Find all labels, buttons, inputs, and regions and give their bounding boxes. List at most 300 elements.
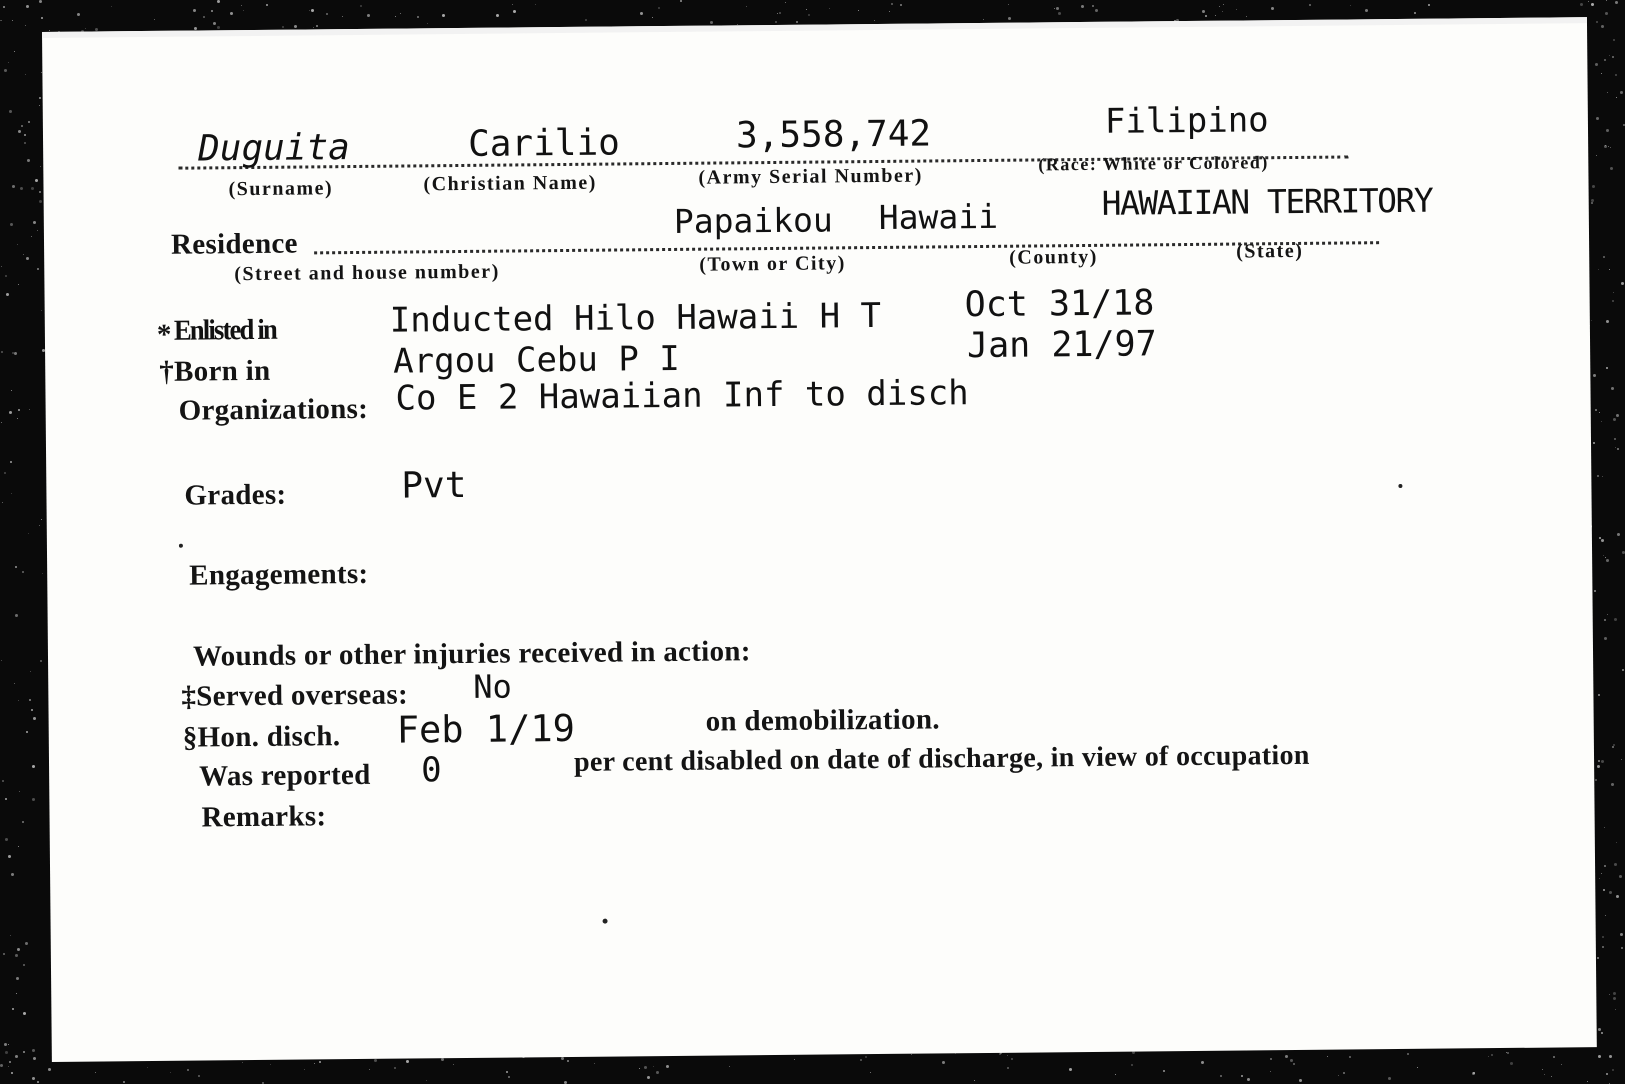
scan-noise-speck bbox=[18, 846, 19, 847]
scan-noise-speck bbox=[28, 533, 29, 534]
scan-noise-speck bbox=[829, 8, 830, 9]
scan-noise-speck bbox=[652, 17, 653, 18]
scan-noise-speck bbox=[1604, 827, 1605, 828]
scan-noise-speck bbox=[1008, 17, 1011, 20]
wounds-label: Wounds or other injuries received in action: bbox=[192, 635, 751, 673]
scan-noise-speck bbox=[18, 130, 21, 133]
scan-noise-speck bbox=[513, 10, 516, 13]
scan-noise-speck bbox=[808, 14, 810, 16]
scan-noise-speck bbox=[1388, 1077, 1391, 1080]
scan-noise-speck bbox=[1620, 933, 1623, 936]
town-value: Papaikou bbox=[673, 200, 833, 241]
scan-noise-speck bbox=[31, 236, 32, 237]
scan-noise-speck bbox=[1602, 476, 1603, 477]
christian-name-caption: (Christian Name) bbox=[423, 171, 598, 196]
scan-noise-speck bbox=[360, 5, 362, 7]
scan-noise-speck bbox=[1, 20, 2, 21]
scan-noise-speck bbox=[311, 9, 314, 12]
scan-noise-speck bbox=[1611, 783, 1614, 786]
scan-noise-speck bbox=[911, 1054, 912, 1055]
scan-noise-speck bbox=[1610, 167, 1613, 170]
scan-noise-speck bbox=[1327, 1056, 1328, 1057]
scan-noise-speck bbox=[37, 230, 38, 231]
scan-noise-speck bbox=[442, 14, 445, 17]
scan-noise-speck bbox=[1597, 475, 1599, 477]
scan-noise-speck bbox=[77, 13, 80, 16]
scan-noise-speck bbox=[20, 187, 23, 190]
scan-noise-speck bbox=[1596, 155, 1597, 156]
scan-noise-speck bbox=[644, 1066, 647, 1069]
scan-noise-speck bbox=[865, 1056, 867, 1058]
scan-noise-speck bbox=[1222, 11, 1223, 12]
scan-noise-speck bbox=[15, 954, 18, 957]
scan-noise-speck bbox=[25, 942, 28, 945]
born-label: †Born in bbox=[159, 354, 271, 388]
scan-noise-speck bbox=[1290, 1059, 1293, 1062]
scan-noise-speck bbox=[1603, 555, 1604, 556]
scan-noise-speck bbox=[1131, 1064, 1133, 1066]
scan-noise-speck bbox=[198, 1075, 200, 1077]
scan-noise-speck bbox=[1597, 957, 1599, 959]
scan-noise-speck bbox=[400, 13, 401, 14]
scan-noise-speck bbox=[309, 10, 310, 11]
scan-noise-speck bbox=[806, 9, 807, 10]
scan-noise-speck bbox=[1606, 1073, 1608, 1075]
scan-noise-speck bbox=[23, 964, 25, 966]
grades-label: Grades: bbox=[184, 478, 287, 512]
scan-noise-speck bbox=[1617, 533, 1620, 536]
scan-noise-speck bbox=[1011, 1058, 1013, 1060]
scan-noise-speck bbox=[1596, 21, 1598, 23]
scan-noise-speck bbox=[17, 244, 18, 245]
scan-noise-speck bbox=[1580, 3, 1583, 6]
scan-noise-speck bbox=[39, 525, 40, 526]
scan-noise-speck bbox=[33, 221, 36, 224]
scan-noise-speck bbox=[1601, 73, 1602, 74]
scan-noise-speck bbox=[1616, 97, 1617, 98]
scan-noise-speck bbox=[1609, 891, 1612, 894]
scan-noise-speck bbox=[17, 418, 18, 419]
scan-noise-speck bbox=[3, 953, 5, 955]
scan-noise-speck bbox=[1591, 199, 1594, 202]
scan-noise-speck bbox=[640, 12, 643, 15]
percent-disabled-value: 0 bbox=[420, 750, 442, 791]
scan-noise-speck bbox=[18, 700, 19, 701]
scan-noise-speck bbox=[123, 1081, 125, 1083]
scan-noise-speck bbox=[900, 4, 902, 6]
scan-noise-speck bbox=[1595, 409, 1597, 411]
scan-noise-speck bbox=[1058, 12, 1061, 15]
scan-noise-speck bbox=[942, 1061, 945, 1064]
scan-noise-speck bbox=[1613, 292, 1614, 293]
scan-noise-speck bbox=[154, 19, 155, 20]
scan-noise-speck bbox=[39, 0, 42, 3]
surname-caption: (Surname) bbox=[228, 177, 334, 201]
hon-disch-date: Feb 1/19 bbox=[396, 706, 576, 752]
entered-label: Enlisted in bbox=[173, 313, 277, 347]
scan-noise-speck bbox=[1, 266, 2, 267]
scan-noise-speck bbox=[11, 493, 12, 494]
scan-noise-speck bbox=[508, 1076, 510, 1078]
scan-noise-speck bbox=[1551, 1076, 1552, 1077]
scan-noise-speck bbox=[27, 159, 30, 162]
scan-noise-speck bbox=[48, 1068, 51, 1071]
scan-noise-speck bbox=[1594, 590, 1596, 592]
scan-noise-speck bbox=[1604, 637, 1607, 640]
scan-noise-speck bbox=[1623, 124, 1625, 126]
scan-noise-speck bbox=[243, 10, 244, 11]
scan-noise-speck bbox=[1612, 1069, 1614, 1071]
scan-noise-speck bbox=[1542, 1069, 1543, 1070]
scan-noise-speck bbox=[1598, 694, 1600, 696]
on-demobilization-text: on demobilization. bbox=[705, 703, 940, 738]
scan-noise-speck bbox=[11, 873, 14, 876]
county-caption: (County) bbox=[1009, 245, 1098, 269]
scan-noise-speck bbox=[1588, 1, 1589, 2]
scan-noise-speck bbox=[5, 275, 7, 277]
scan-noise-speck bbox=[1553, 1056, 1555, 1058]
scan-noise-speck bbox=[1095, 9, 1098, 12]
scan-noise-speck bbox=[1, 660, 2, 661]
scan-noise-speck bbox=[230, 12, 233, 15]
scan-noise-speck bbox=[1054, 8, 1055, 9]
scan-noise-speck bbox=[213, 22, 216, 25]
scan-noise-speck bbox=[1, 422, 2, 423]
scan-noise-speck bbox=[1592, 185, 1595, 188]
scan-noise-speck bbox=[1241, 1075, 1243, 1077]
scan-noise-speck bbox=[1417, 1067, 1418, 1068]
scan-noise-speck bbox=[41, 17, 43, 19]
scan-noise-speck bbox=[666, 1065, 669, 1068]
scan-noise-speck bbox=[1607, 92, 1608, 93]
card-edge-top bbox=[42, 17, 1587, 38]
race-value: Filipino bbox=[1104, 100, 1269, 142]
scan-noise-speck bbox=[889, 11, 890, 12]
scan-noise-speck bbox=[1201, 1061, 1204, 1064]
scan-noise-speck bbox=[170, 1072, 171, 1073]
scan-noise-speck bbox=[37, 268, 39, 270]
scan-noise-speck bbox=[406, 1060, 409, 1063]
scan-noise-speck bbox=[874, 20, 875, 21]
scan-noise-speck bbox=[1609, 1055, 1612, 1058]
scan-noise-speck bbox=[653, 1066, 654, 1067]
scan-noise-speck bbox=[5, 838, 8, 841]
scan-noise-speck bbox=[15, 1055, 18, 1058]
scan-noise-speck bbox=[111, 6, 112, 7]
scan-noise-speck bbox=[1056, 7, 1059, 10]
scan-noise-speck bbox=[1619, 875, 1622, 878]
served-overseas-label: ‡Served overseas: bbox=[181, 678, 409, 713]
scan-noise-speck bbox=[1270, 1071, 1271, 1072]
scan-noise-speck bbox=[1247, 1078, 1250, 1081]
scan-noise-speck bbox=[680, 0, 682, 2]
scan-noise-speck bbox=[24, 134, 26, 136]
scan-noise-speck bbox=[1596, 117, 1599, 120]
scan-noise-speck bbox=[23, 1051, 25, 1053]
service-record-card bbox=[42, 17, 1597, 1062]
scan-noise-speck bbox=[506, 1071, 508, 1073]
scan-noise-speck bbox=[18, 409, 20, 411]
scan-noise-speck bbox=[25, 25, 26, 26]
scan-noise-speck bbox=[983, 19, 984, 20]
scan-noise-speck bbox=[193, 9, 196, 12]
scan-noise-speck bbox=[394, 1067, 396, 1069]
scan-noise-speck bbox=[25, 74, 26, 75]
scan-noise-speck bbox=[12, 20, 13, 21]
christian-name-value: Carilio bbox=[467, 122, 621, 165]
scan-noise-speck bbox=[15, 566, 17, 568]
scan-noise-speck bbox=[17, 948, 20, 951]
scan-noise-speck bbox=[1622, 669, 1624, 671]
scan-noise-speck bbox=[49, 30, 50, 31]
scan-noise-speck bbox=[8, 855, 11, 858]
organizations-value: Co E 2 Hawaiian Inf to disch bbox=[395, 373, 969, 419]
entered-value: Inducted Hilo Hawaii H T bbox=[389, 295, 882, 341]
scan-noise-speck bbox=[282, 26, 284, 28]
scan-noise-speck bbox=[32, 1049, 35, 1052]
town-caption: (Town or City) bbox=[699, 252, 846, 276]
scan-noise-speck bbox=[1613, 997, 1616, 1000]
scan-noise-speck bbox=[2, 780, 4, 782]
scan-noise-speck bbox=[1615, 1, 1618, 4]
scan-noise-speck bbox=[5, 798, 7, 800]
scan-noise-speck bbox=[41, 310, 42, 311]
scan-noise-speck bbox=[314, 1063, 315, 1064]
scan-noise-speck bbox=[23, 1012, 26, 1015]
scan-noise-speck bbox=[1598, 760, 1600, 762]
scan-noise-speck bbox=[319, 1061, 321, 1063]
scan-noise-speck bbox=[39, 97, 41, 99]
scan-noise-speck bbox=[31, 187, 34, 190]
scan-noise-speck bbox=[304, 1069, 305, 1070]
scan-noise-speck bbox=[1309, 4, 1311, 6]
scan-noise-speck bbox=[1611, 387, 1614, 390]
organizations-label: Organizations: bbox=[178, 392, 369, 427]
scan-noise-speck bbox=[31, 709, 33, 711]
scan-noise-speck bbox=[639, 1068, 640, 1069]
scan-noise-speck bbox=[1561, 1064, 1562, 1065]
scan-noise-speck bbox=[1591, 202, 1593, 204]
scan-noise-speck bbox=[794, 1059, 795, 1060]
scan-noise-speck bbox=[1606, 0, 1607, 1]
scan-noise-speck bbox=[147, 1067, 148, 1068]
scan-noise-speck bbox=[1472, 1072, 1475, 1075]
scan-noise-speck bbox=[746, 6, 747, 7]
scan-noise-speck bbox=[594, 1063, 595, 1064]
scan-noise-speck bbox=[1591, 3, 1594, 6]
scan-noise-speck bbox=[441, 1058, 444, 1061]
was-reported-label: Was reported bbox=[199, 758, 371, 793]
scan-noise-speck bbox=[1599, 878, 1600, 879]
scan-noise-speck bbox=[24, 142, 26, 144]
scan-noise-speck bbox=[1236, 9, 1237, 10]
scan-noise-speck bbox=[326, 13, 328, 15]
scan-noise-speck bbox=[1115, 1074, 1116, 1075]
scan-noise-speck bbox=[369, 1069, 370, 1070]
scan-noise-speck bbox=[1614, 438, 1616, 440]
scan-noise-speck bbox=[28, 121, 30, 123]
scan-noise-speck bbox=[1604, 865, 1606, 867]
scan-noise-speck bbox=[710, 21, 713, 24]
scan-noise-speck bbox=[26, 257, 29, 260]
scan-noise-speck bbox=[33, 717, 36, 720]
scan-noise-speck bbox=[1609, 994, 1610, 995]
scan-noise-speck bbox=[860, 1059, 862, 1061]
born-date: Jan 21/97 bbox=[966, 324, 1157, 367]
remarks-label: Remarks: bbox=[201, 800, 327, 834]
scan-noise-speck bbox=[1615, 74, 1617, 76]
scan-noise-speck bbox=[1621, 759, 1622, 760]
percent-disabled-text: per cent disabled on date of discharge, in view of occupation bbox=[573, 739, 1310, 778]
scan-noise-speck bbox=[1205, 15, 1207, 17]
scan-noise-speck bbox=[11, 1072, 13, 1074]
scan-noise-speck bbox=[217, 0, 220, 3]
entered-asterisk: * bbox=[156, 318, 172, 351]
scan-noise-speck bbox=[85, 28, 86, 29]
scan-noise-speck bbox=[535, 4, 536, 5]
scan-noise-speck bbox=[1614, 863, 1617, 866]
scan-noise-speck bbox=[1607, 614, 1608, 615]
scan-noise-speck bbox=[262, 1082, 264, 1084]
scan-noise-speck bbox=[1, 351, 3, 353]
scan-noise-speck bbox=[1612, 746, 1614, 748]
scan-noise-speck bbox=[1613, 992, 1616, 995]
scan-noise-speck bbox=[1612, 56, 1614, 58]
scan-noise-speck bbox=[1271, 7, 1274, 10]
scan-noise-speck bbox=[270, 1064, 271, 1065]
scan-noise-speck bbox=[8, 1066, 9, 1067]
stray-mark bbox=[179, 544, 183, 548]
scan-noise-speck bbox=[891, 3, 893, 5]
scan-noise-speck bbox=[561, 1057, 564, 1060]
scan-noise-speck bbox=[426, 1080, 427, 1081]
scan-noise-speck bbox=[39, 191, 41, 193]
scan-noise-speck bbox=[395, 16, 396, 17]
scan-noise-speck bbox=[42, 573, 43, 574]
scan-noise-speck bbox=[1601, 873, 1602, 874]
scan-noise-speck bbox=[999, 1053, 1001, 1055]
scan-noise-speck bbox=[95, 1072, 96, 1073]
scan-noise-speck bbox=[39, 200, 42, 203]
surname-value: Duguita bbox=[197, 127, 351, 170]
scan-noise-speck bbox=[203, 16, 205, 18]
scan-noise-speck bbox=[1617, 448, 1619, 450]
scan-noise-speck bbox=[1620, 91, 1623, 94]
scan-noise-speck bbox=[23, 254, 24, 255]
scan-noise-speck bbox=[4, 69, 7, 72]
scan-noise-speck bbox=[1428, 4, 1430, 6]
scan-noise-speck bbox=[16, 993, 17, 994]
scan-noise-speck bbox=[1069, 1068, 1072, 1071]
scan-noise-speck bbox=[1163, 1070, 1165, 1072]
state-value: HAWAIIAN TERRITORY bbox=[1101, 180, 1433, 223]
born-value: Argou Cebu P I bbox=[392, 338, 680, 382]
scan-noise-speck bbox=[313, 27, 314, 28]
scan-noise-speck bbox=[1202, 10, 1205, 13]
scan-noise-speck bbox=[1349, 1056, 1351, 1058]
scan-noise-speck bbox=[32, 1077, 35, 1080]
scan-noise-speck bbox=[1488, 1056, 1489, 1057]
scan-noise-speck bbox=[1601, 421, 1602, 422]
scan-noise-speck bbox=[12, 1008, 14, 1010]
scan-noise-speck bbox=[22, 571, 24, 573]
scan-noise-speck bbox=[19, 791, 20, 792]
scan-noise-speck bbox=[9, 1061, 11, 1063]
scan-noise-speck bbox=[585, 19, 587, 21]
scan-noise-speck bbox=[858, 10, 859, 11]
scan-noise-speck bbox=[1299, 1079, 1302, 1082]
scan-noise-speck bbox=[1597, 765, 1600, 768]
scan-noise-speck bbox=[29, 409, 30, 410]
scan-noise-speck bbox=[777, 13, 778, 14]
scan-noise-speck bbox=[567, 1060, 569, 1062]
scan-noise-speck bbox=[1220, 1075, 1222, 1077]
scan-noise-speck bbox=[266, 4, 268, 6]
scan-noise-speck bbox=[1615, 1009, 1616, 1010]
scan-noise-speck bbox=[496, 14, 499, 17]
scan-noise-speck bbox=[37, 1081, 39, 1083]
scan-noise-speck bbox=[453, 1064, 454, 1065]
scan-noise-speck bbox=[1613, 418, 1616, 421]
scan-noise-speck bbox=[1621, 282, 1624, 285]
scan-noise-speck bbox=[33, 1057, 36, 1060]
race-caption: (Race: White or Colored) bbox=[1038, 152, 1269, 175]
scan-noise-speck bbox=[775, 21, 777, 23]
scan-noise-speck bbox=[1606, 367, 1608, 369]
scan-noise-speck bbox=[1609, 269, 1610, 270]
scan-noise-speck bbox=[1246, 16, 1247, 17]
stray-mark bbox=[603, 919, 608, 924]
scan-noise-speck bbox=[1007, 1067, 1009, 1069]
served-overseas-value: No bbox=[473, 667, 513, 706]
scan-noise-speck bbox=[18, 284, 19, 285]
scan-noise-speck bbox=[1081, 5, 1084, 8]
scan-noise-speck bbox=[9, 110, 12, 113]
residence-dotted-line bbox=[314, 241, 1379, 254]
scan-noise-speck bbox=[40, 660, 42, 662]
entered-date: Oct 31/18 bbox=[964, 283, 1155, 326]
scan-noise-speck bbox=[1595, 779, 1597, 781]
scan-noise-speck bbox=[217, 26, 220, 29]
scan-noise-speck bbox=[4, 472, 6, 474]
scan-noise-speck bbox=[1007, 1055, 1008, 1056]
scan-noise-speck bbox=[1587, 1081, 1588, 1082]
scan-noise-speck bbox=[1510, 1062, 1513, 1065]
scan-noise-speck bbox=[10, 461, 12, 463]
grades-value: Pvt bbox=[401, 464, 467, 507]
scan-noise-speck bbox=[656, 1071, 659, 1074]
scan-noise-speck bbox=[35, 179, 38, 182]
scan-noise-speck bbox=[1612, 300, 1614, 302]
scan-noise-speck bbox=[14, 352, 17, 355]
stray-mark bbox=[1398, 484, 1402, 488]
scan-noise-speck bbox=[40, 166, 41, 167]
scan-noise-speck bbox=[1606, 320, 1609, 323]
scan-noise-speck bbox=[1606, 559, 1609, 562]
army-serial-value: 3,558,742 bbox=[735, 113, 932, 157]
scan-noise-speck bbox=[647, 1076, 650, 1079]
scan-noise-speck bbox=[427, 23, 428, 24]
scan-noise-speck bbox=[8, 62, 9, 63]
scan-noise-speck bbox=[12, 185, 15, 188]
scan-noise-speck bbox=[974, 1080, 975, 1081]
scan-noise-speck bbox=[1223, 4, 1224, 5]
scan-noise-speck bbox=[1608, 146, 1609, 147]
scan-noise-speck bbox=[32, 798, 35, 801]
scan-noise-speck bbox=[15, 614, 18, 617]
scan-noise-speck bbox=[1593, 374, 1596, 377]
scan-noise-speck bbox=[1603, 256, 1605, 258]
